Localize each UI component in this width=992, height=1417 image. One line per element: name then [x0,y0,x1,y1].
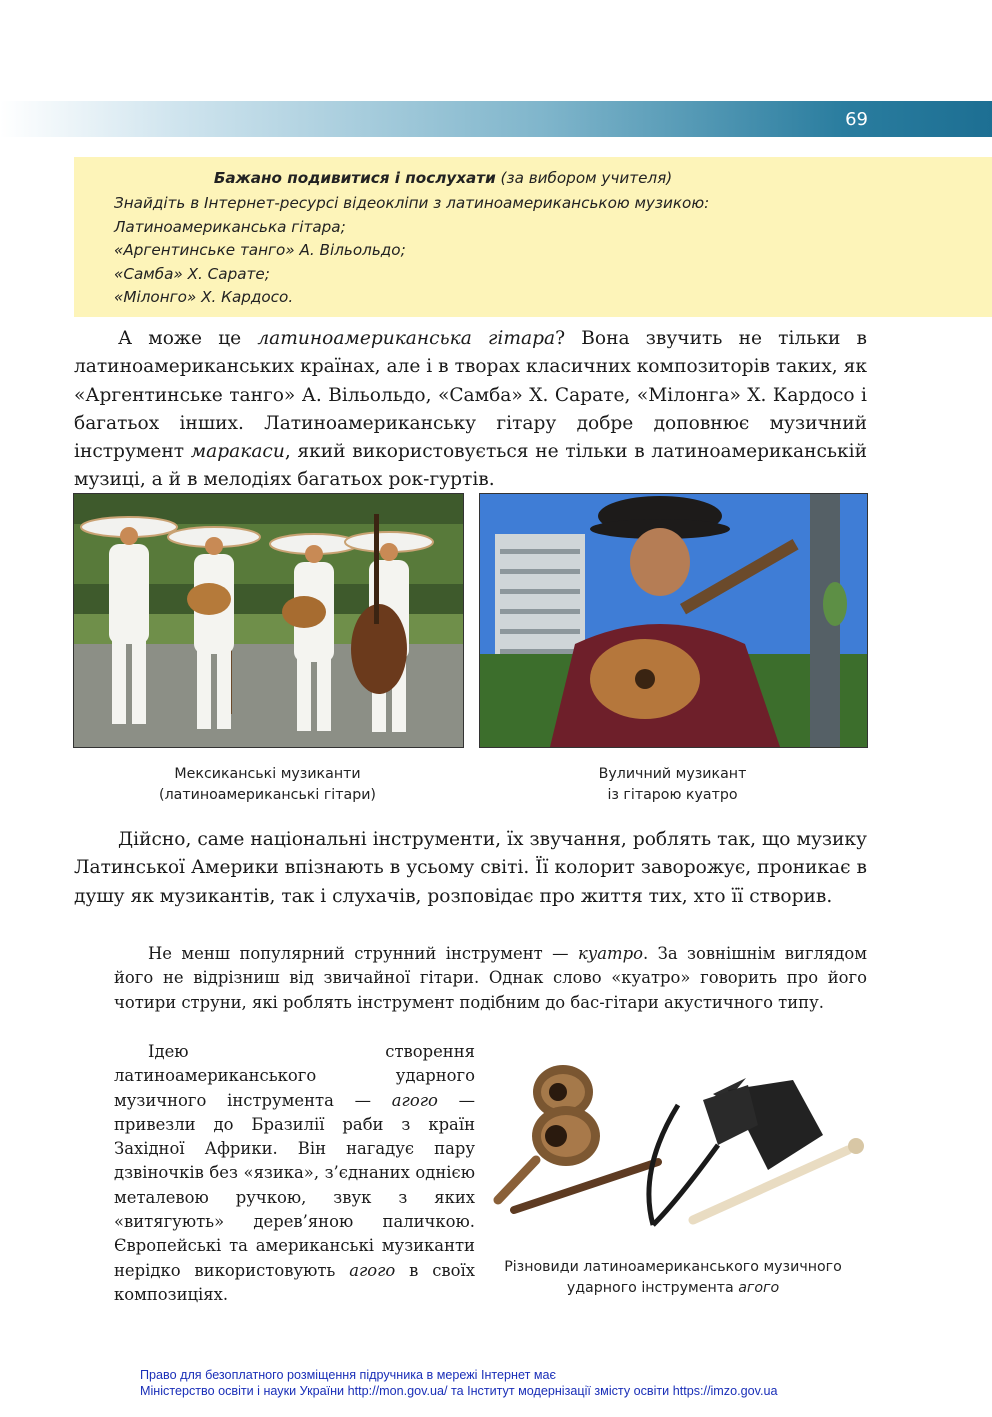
info-box-heading: Бажано подивитися і послухати (за вибором учителя) [213,169,673,187]
info-line: «Мілонго» Х. Кардосо. [114,288,294,306]
paragraph-agogo: Ідею створення латиноамериканського ударного музичного інструмента — агого — привезли до Бразилії раби з країн Західної Африки. Він нагадує пару дзвіночків без «язика», з’єднаних однією металевою ручкою, звук з яких «витягують» дерев’яною паличкою. Європейські та американські музиканти нерідко використовують агого в своїх композиціях. [114,1042,475,1304]
agogo-illustration [478,1050,868,1245]
paragraph-guitar: А може це латиноамериканська гітара? Вона звучить не тільки в латиноамериканських країнах, але і в творах класичних композиторів таких, як «Аргентинське танго» А. Вільольдо, «Самба» Х. Сарате, «Мілонга» Х. Кардосо і багатьох інших. Латиноамериканську гітару добре доповнює музичний інструмент маракаси, який використовується не тільки в латиноамериканській музиці, а й в мелодіях багатьох рок-гуртів. [74,328,867,491]
mariachi-photo [73,493,464,748]
info-box-lines [114,192,709,310]
footer-line-2: Міністерство освіти і науки України http://mon.gov.ua/ та Інститут модернізації змісту освіти https://imzo.gov.ua [140,1384,778,1398]
paragraph-cuatro: Не менш популярний струнний інструмент — куатро. За зовнішнім виглядом його не відрізниш від звичайної гітари. Однак слово «куатро» говорить про його чотири струни, які роблять інструмент подібним до бас-гітари акустичного типу. [114,944,867,1012]
mariachi-caption: Мексиканські музиканти (латиноамериканські гітари) [159,766,376,803]
footer [140,1367,860,1399]
info-line: Латиноамериканська гітара; [114,217,346,236]
agogo-caption: Різновиди латиноамериканського музичного ударного інструмента агого [504,1259,842,1296]
info-line: «Аргентинське танго» А. Вільольдо; [114,241,406,259]
header-band [0,101,992,137]
page-number: 69 [845,109,868,130]
paragraph-instruments: Дійсно, саме національні інструменти, їх звучання, роблять так, що музику Латинської Америки впізнають в усьому світі. Її колорит заворожує, проникає в душу як музикантів, так і слухачів, розповідає про життя тих, хто її створив. [74,829,867,907]
street-musician-photo [479,493,868,748]
street-musician-caption: Вуличний музикант із гітарою куатро [598,766,747,803]
info-line: «Самба» Х. Сарате; [114,264,270,283]
info-line: Знайдіть в Інтернет-ресурсі відеокліпи з латиноамериканською музикою: [114,194,710,212]
footer-line-1: Право для безоплатного розміщення підручника в мережі Інтернет має [140,1368,556,1382]
info-box [74,157,992,317]
